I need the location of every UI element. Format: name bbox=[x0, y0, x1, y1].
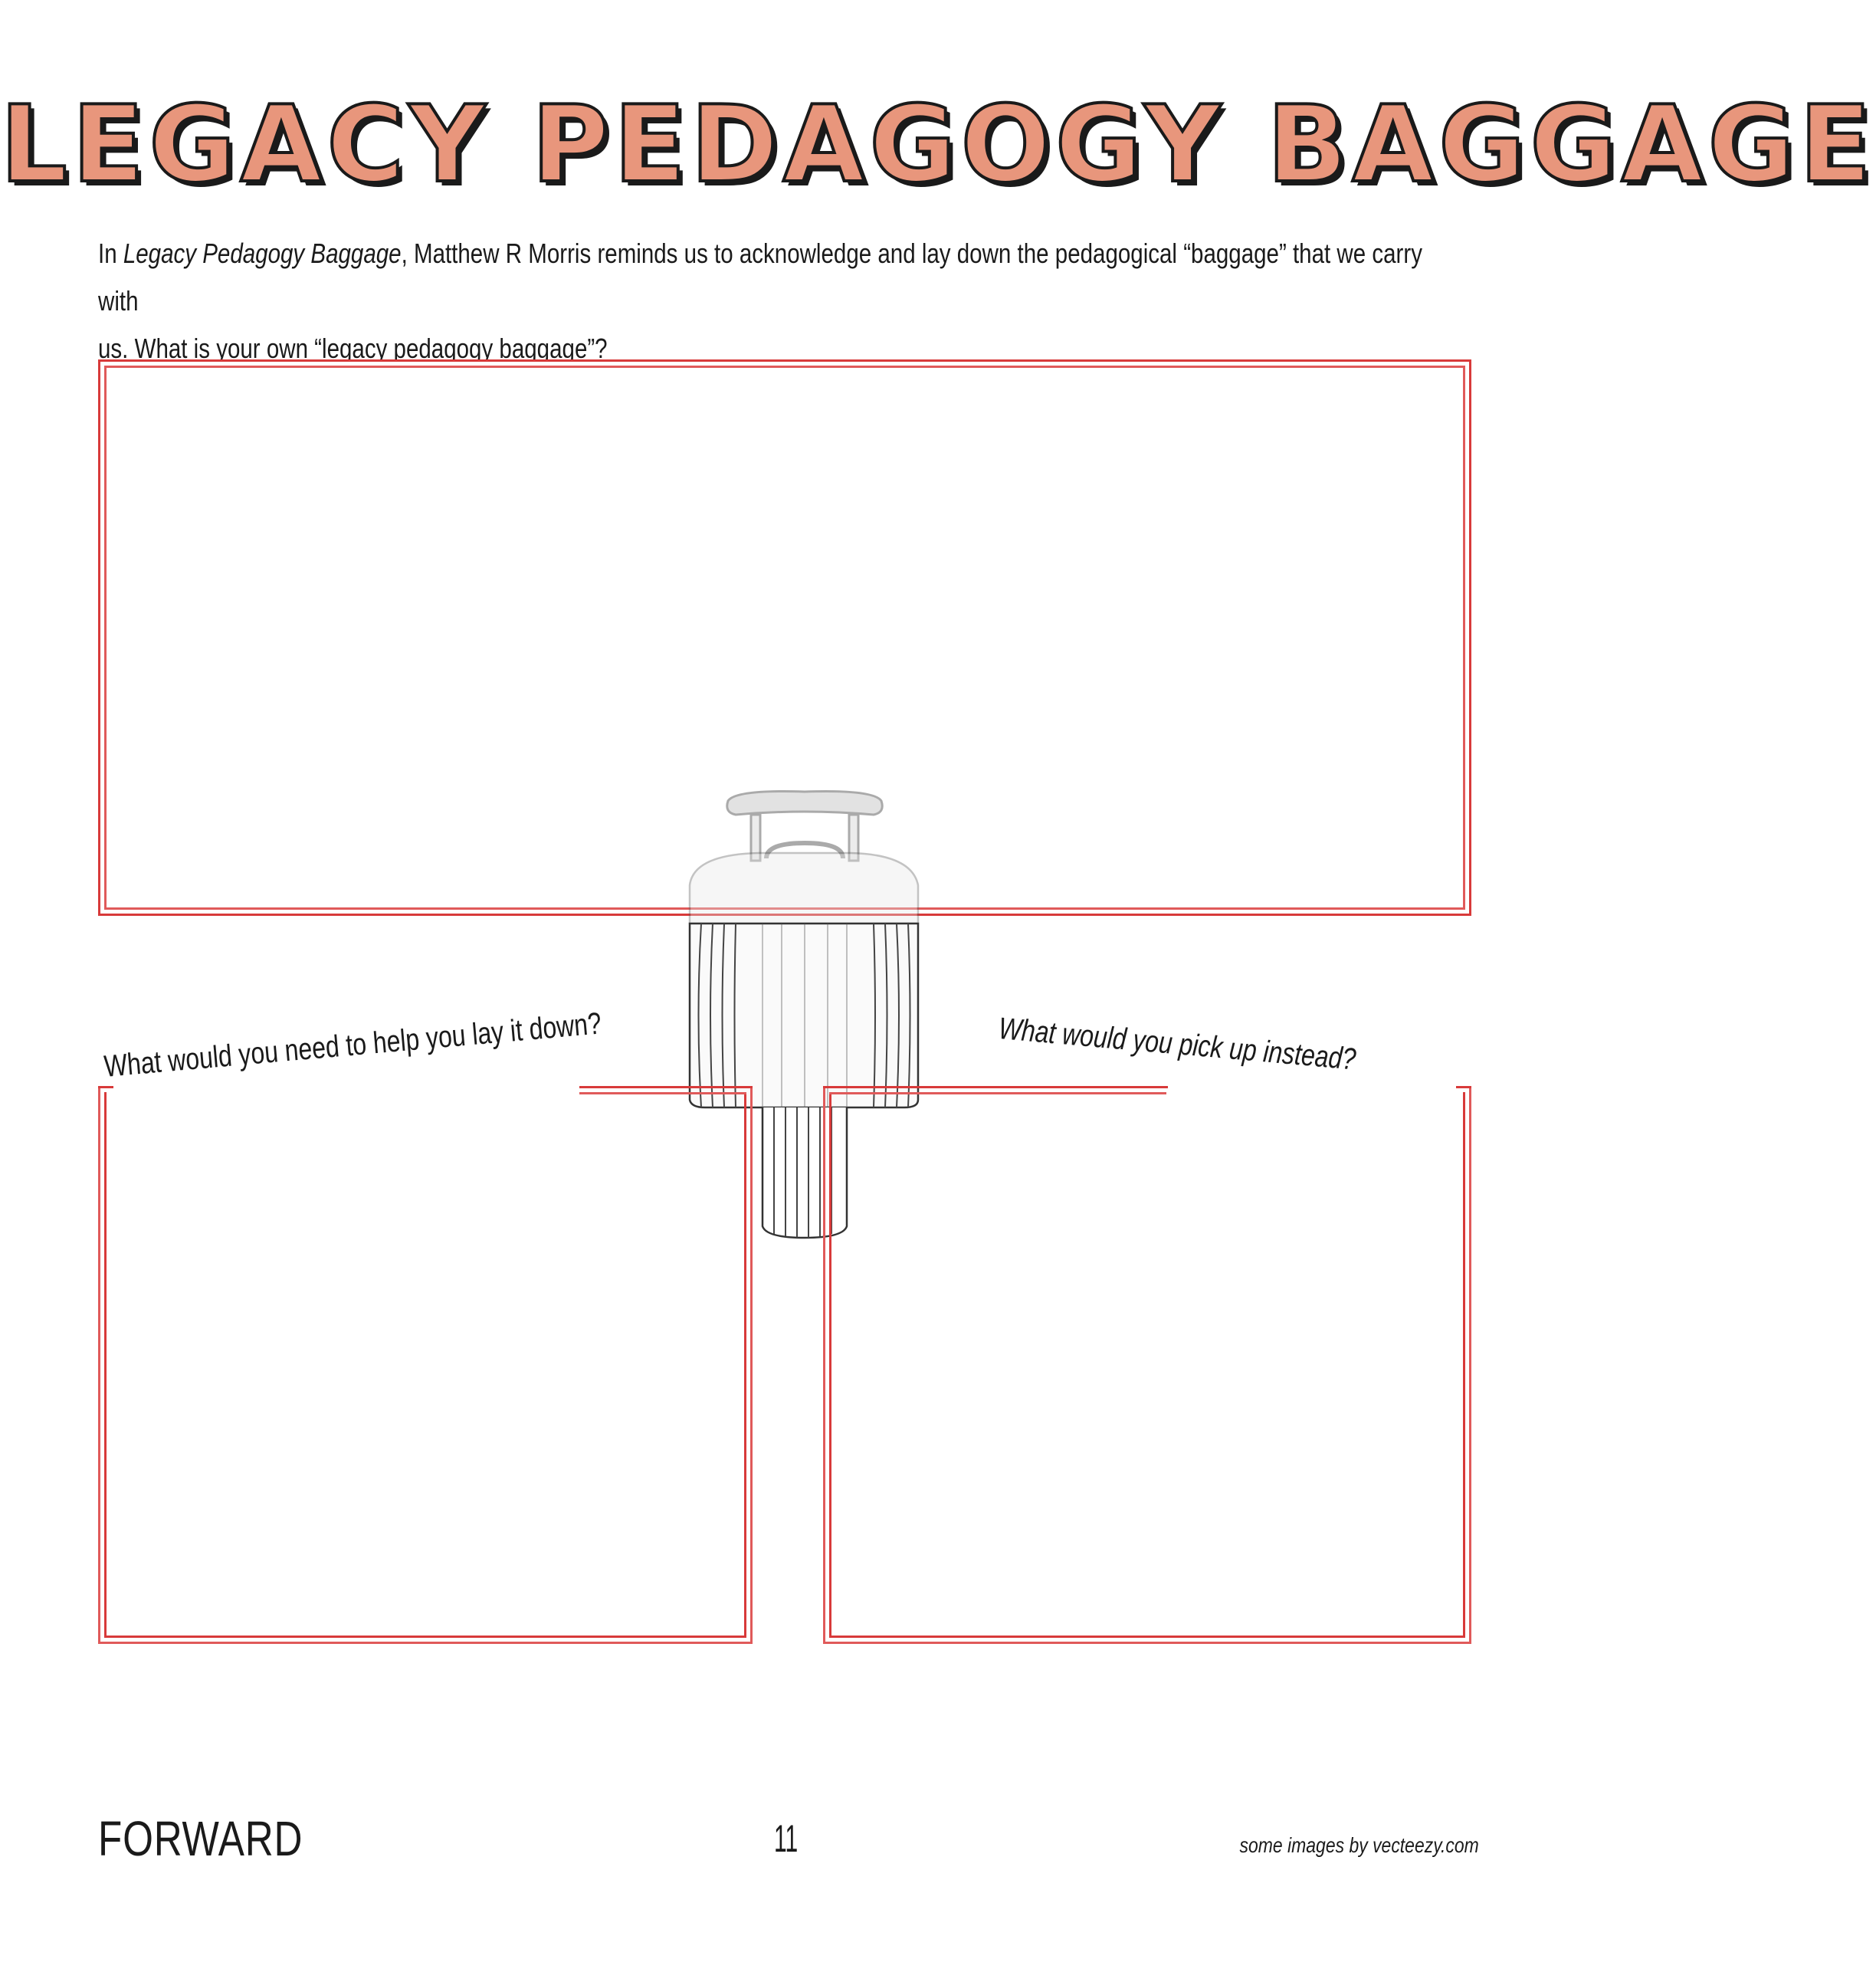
answer-box-lay-down[interactable] bbox=[104, 1092, 746, 1638]
image-credit: some images by vecteezy.com bbox=[1239, 1833, 1479, 1857]
page-number: 11 bbox=[774, 1817, 799, 1860]
box-left-top-line-inner bbox=[579, 1092, 746, 1094]
intro-line2: us. What is your own “legacy pedagogy baggage”? bbox=[98, 333, 608, 364]
page-title: LEGACY PEDAGOGY BAGGAGE bbox=[0, 83, 1876, 206]
intro-line1-rest: , Matthew R Morris reminds us to acknowledge and lay down the pedagogical “baggage” that we carry with bbox=[98, 238, 1422, 317]
prompt-lay-it-down: What would you need to help you lay it down? bbox=[103, 1006, 603, 1084]
box-left-top-line-right bbox=[579, 1086, 753, 1088]
box-right-top-line-inner bbox=[829, 1092, 1166, 1094]
footer-forward: FORWARD bbox=[98, 1811, 303, 1866]
intro-prefix: In bbox=[98, 238, 123, 269]
box-right-top-line-end bbox=[1456, 1086, 1471, 1088]
book-title: Legacy Pedagogy Baggage bbox=[123, 238, 402, 269]
intro-paragraph bbox=[98, 230, 1447, 372]
answer-box-pick-up[interactable] bbox=[829, 1092, 1465, 1638]
box-right-top-line bbox=[823, 1086, 1168, 1088]
box-left-top-line bbox=[98, 1086, 113, 1088]
prompt-pick-up-instead: What would you pick up instead? bbox=[997, 1012, 1358, 1077]
